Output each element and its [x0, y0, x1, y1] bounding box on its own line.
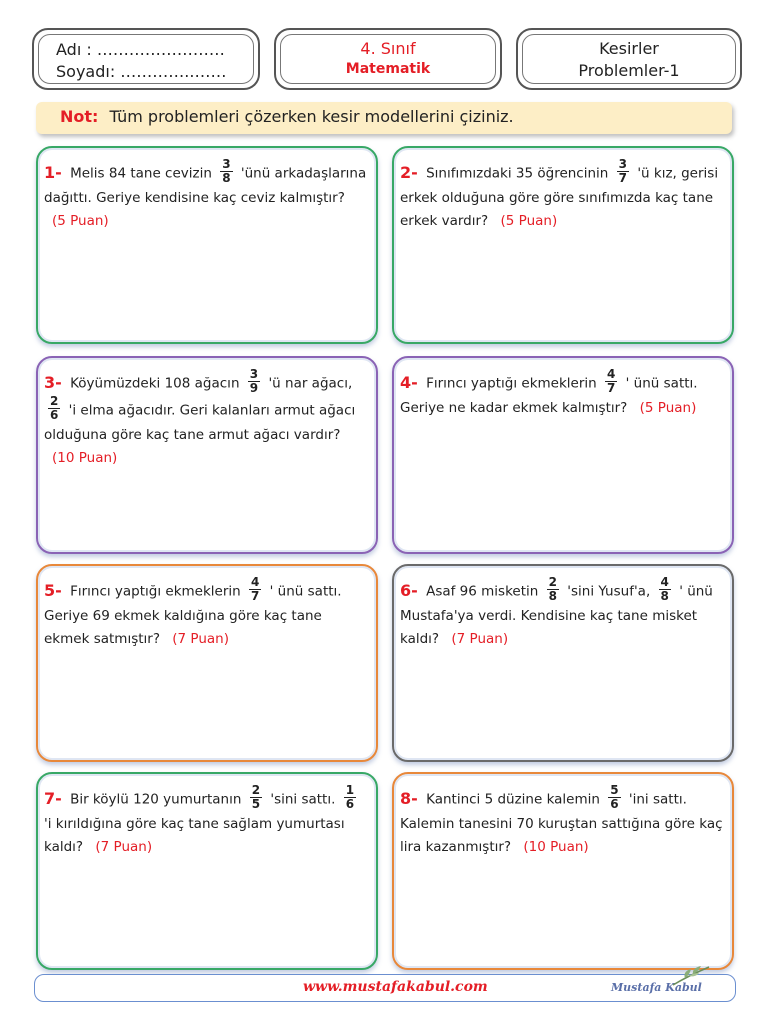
website-link[interactable]: www.mustafakabul.com: [303, 979, 488, 995]
fraction: [250, 784, 262, 811]
question-box-7[interactable]: [36, 772, 378, 970]
question-text: 'sini Yusuf'a,: [567, 583, 651, 600]
fraction-numerator: 2: [548, 575, 557, 589]
question-text: ' ünü Mustafa'ya verdi. Kendisine kaç tane misket kaldı?: [400, 583, 713, 647]
class-info-box: [274, 28, 502, 90]
fraction: [220, 158, 232, 185]
fraction: [659, 576, 671, 603]
fraction-denominator: 8: [660, 589, 669, 603]
question-text: Bir köylü 120 yumurtanın: [70, 791, 242, 808]
question-number: 7-: [44, 788, 62, 808]
points-label: (5 Puan): [52, 213, 109, 229]
question-box-5[interactable]: [36, 564, 378, 762]
fraction-numerator: 2: [251, 783, 261, 797]
topic-label: Kesirler: [599, 39, 659, 58]
question-text: Köyümüzdeki 108 ağacın: [70, 375, 240, 392]
question-number: 2-: [400, 162, 418, 182]
question-text: 'ü kız, gerisi erkek olduğuna göre göre sınıfımızda kaç tane erkek vardır?: [400, 165, 719, 229]
fraction-denominator: 7: [618, 171, 628, 185]
fraction-denominator: 6: [50, 408, 59, 422]
question-number: 3-: [44, 372, 62, 392]
fraction-denominator: 6: [345, 797, 355, 811]
points-label: (7 Puan): [95, 839, 153, 855]
question-text: 'ünü arkadaşlarına dağıttı. Geriye kendisine kaç ceviz kalmıştır?: [44, 165, 367, 206]
fraction: [617, 158, 629, 185]
question-text: 'i elma ağacıdır. Geri kalanları armut ağacı olduğuna göre kaç tane armut ağacı vardır?: [44, 402, 356, 443]
question-box-3[interactable]: [36, 356, 378, 554]
name-field[interactable]: Adı : ……………………: [56, 40, 225, 59]
fraction: [248, 368, 260, 395]
fraction: [344, 784, 356, 811]
fraction-denominator: 7: [607, 381, 616, 395]
question-text: Sınıfımızdaki 35 öğrencinin: [426, 165, 609, 182]
question-text: ' ünü sattı. Geriye ne kadar ekmek kalmıştır?: [400, 375, 698, 416]
topic-info-box: [516, 28, 742, 90]
note-label: Not:: [60, 107, 99, 126]
fraction: [547, 576, 559, 603]
leaf-icon: [671, 965, 711, 987]
fraction-denominator: 7: [251, 589, 260, 603]
question-number: 5-: [44, 580, 62, 600]
question-box-4[interactable]: [392, 356, 734, 554]
fraction: [608, 784, 620, 811]
fraction-numerator: 4: [660, 575, 669, 589]
question-number: 4-: [400, 372, 418, 392]
question-text: 'ini sattı. Kalemin tanesini 70 kuruştan sattığına göre kaç lira kazanmıştır?: [400, 791, 723, 855]
question-text: Fırıncı yaptığı ekmeklerin: [426, 375, 597, 392]
points-label: (5 Puan): [500, 213, 558, 229]
fraction-numerator: 3: [618, 157, 628, 171]
points-label: (7 Puan): [172, 631, 229, 647]
surname-field[interactable]: Soyadı: …………..……: [56, 62, 227, 81]
fraction-denominator: 9: [249, 381, 259, 395]
fraction-denominator: 6: [610, 797, 619, 811]
fraction-denominator: 8: [548, 589, 557, 603]
question-text: 'sini sattı.: [270, 791, 336, 808]
fraction: [48, 395, 60, 422]
question-box-1[interactable]: [36, 146, 378, 344]
footer-bar: [34, 974, 736, 1002]
note-banner: [36, 102, 732, 134]
question-box-8[interactable]: [392, 772, 734, 970]
fraction: [249, 576, 261, 603]
student-info-box: [32, 28, 260, 90]
subject-label: Matematik: [345, 61, 431, 77]
question-number: 6-: [400, 580, 418, 600]
question-text: Asaf 96 misketin: [426, 583, 539, 600]
fraction: [605, 368, 617, 395]
fraction-denominator: 5: [251, 797, 261, 811]
question-number: 8-: [400, 788, 418, 808]
worksheet-label: Problemler-1: [578, 61, 680, 80]
question-text: Melis 84 tane cevizin: [70, 165, 212, 182]
fraction-denominator: 8: [222, 171, 231, 185]
grade-label: 4. Sınıf: [360, 39, 416, 58]
fraction-numerator: 3: [222, 157, 231, 171]
points-label: (10 Puan): [523, 839, 589, 855]
question-text: ' ünü sattı. Geriye 69 ekmek kaldığına göre kaç tane ekmek satmıştır?: [44, 583, 342, 647]
question-box-6[interactable]: [392, 564, 734, 762]
fraction-numerator: 1: [345, 783, 355, 797]
author-signature: Mustafa Kabul: [611, 981, 702, 994]
question-box-2[interactable]: [392, 146, 734, 344]
fraction-numerator: 5: [610, 783, 619, 797]
points-label: (10 Puan): [52, 450, 118, 466]
question-text: Kantinci 5 düzine kalemin: [426, 791, 600, 808]
note-text: Tüm problemleri çözerken kesir modellerini çiziniz.: [109, 107, 514, 126]
question-text: Fırıncı yaptığı ekmeklerin: [70, 583, 241, 600]
points-label: (7 Puan): [451, 631, 509, 647]
fraction-numerator: 4: [607, 367, 616, 381]
question-text: 'i kırıldığına göre kaç tane sağlam yumurtası kaldı?: [44, 816, 345, 855]
points-label: (5 Puan): [639, 400, 697, 416]
question-text: 'ü nar ağacı,: [268, 375, 353, 392]
fraction-numerator: 4: [251, 575, 260, 589]
fraction-numerator: 3: [249, 367, 259, 381]
fraction-numerator: 2: [50, 394, 59, 408]
question-number: 1-: [44, 162, 62, 182]
